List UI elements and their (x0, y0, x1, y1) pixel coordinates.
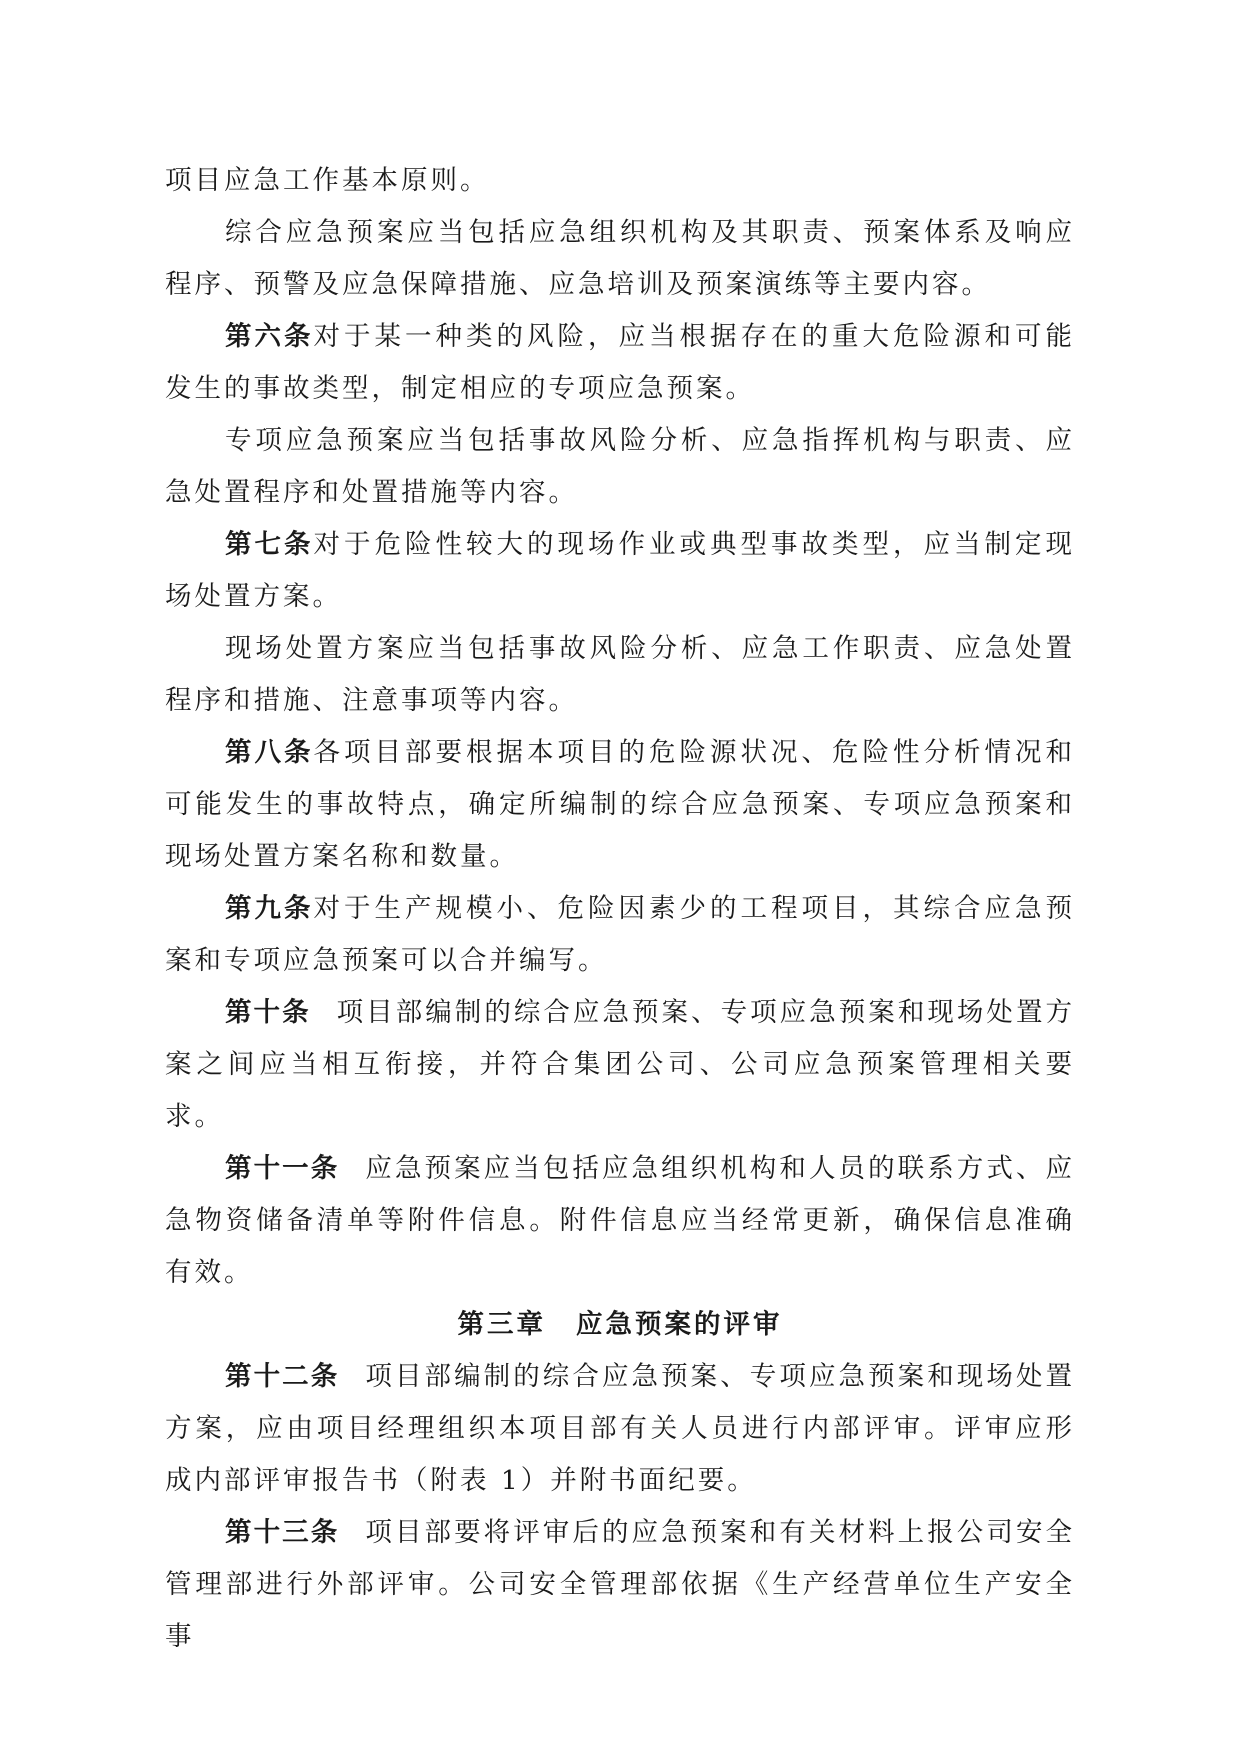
paragraph-text: 综合应急预案应当包括应急组织机构及其职责、预案体系及响应程序、预警及应急保障措施、应急培训及预案演练等主要内容。 (165, 217, 1075, 300)
paragraph-onsite-plan (165, 623, 1075, 727)
chapter-number: 第三章 (457, 1309, 546, 1340)
article-number: 第十一条 (225, 1153, 340, 1184)
article-12 (165, 1351, 1075, 1507)
article-number: 第十三条 (225, 1517, 340, 1548)
article-text: 对于危险性较大的现场作业或典型事故类型，应当制定现场处置方案。 (165, 529, 1075, 612)
chapter-title: 应急预案的评审 (576, 1309, 783, 1340)
article-number: 第十二条 (225, 1361, 340, 1392)
paragraph-text: 专项应急预案应当包括事故风险分析、应急指挥机构与职责、应急处置程序和处置措施等内容。 (165, 425, 1075, 508)
paragraph-comprehensive-plan (165, 207, 1075, 311)
article-6 (165, 311, 1075, 415)
article-text: 项目部编制的综合应急预案、专项应急预案和现场处置方案之间应当相互衔接，并符合集团公司、公司应急预案管理相关要求。 (165, 997, 1076, 1132)
article-text: 应急预案应当包括应急组织机构和人员的联系方式、应急物资储备清单等附件信息。附件信息应当经常更新，确保信息准确有效。 (165, 1153, 1076, 1288)
article-text: 项目部要将评审后的应急预案和有关材料上报公司安全管理部进行外部评审。公司安全管理部依据《生产经营单位生产安全事 (165, 1517, 1076, 1652)
chapter-heading (165, 1299, 1075, 1351)
article-text: 项目部编制的综合应急预案、专项应急预案和现场处置方案，应由项目经理组织本项目部有关人员进行内部评审。评审应形成内部评审报告书（附表 1）并附书面纪要。 (165, 1361, 1076, 1496)
paragraph-special-plan (165, 415, 1075, 519)
article-text: 对于某一种类的风险，应当根据存在的重大危险源和可能发生的事故类型，制定相应的专项应急预案。 (165, 321, 1075, 404)
article-9 (165, 883, 1075, 987)
article-number: 第八条 (225, 737, 314, 768)
article-number: 第九条 (225, 893, 314, 924)
article-text: 各项目部要根据本项目的危险源状况、危险性分析情况和可能发生的事故特点，确定所编制的综合应急预案、专项应急预案和现场处置方案名称和数量。 (165, 737, 1075, 872)
article-number: 第七条 (225, 529, 314, 560)
article-text: 对于生产规模小、危险因素少的工程项目，其综合应急预案和专项应急预案可以合并编写。 (165, 893, 1075, 976)
article-13 (165, 1507, 1075, 1663)
article-number: 第十条 (225, 997, 311, 1028)
article-number: 第六条 (225, 321, 314, 352)
paragraph-text: 项目应急工作基本原则。 (165, 165, 490, 196)
document-body (165, 155, 1075, 1663)
paragraph-text: 现场处置方案应当包括事故风险分析、应急工作职责、应急处置程序和措施、注意事项等内容。 (165, 633, 1075, 716)
article-8 (165, 727, 1075, 883)
article-11 (165, 1143, 1075, 1299)
paragraph-continuation (165, 155, 1075, 207)
article-10 (165, 987, 1075, 1143)
article-7 (165, 519, 1075, 623)
